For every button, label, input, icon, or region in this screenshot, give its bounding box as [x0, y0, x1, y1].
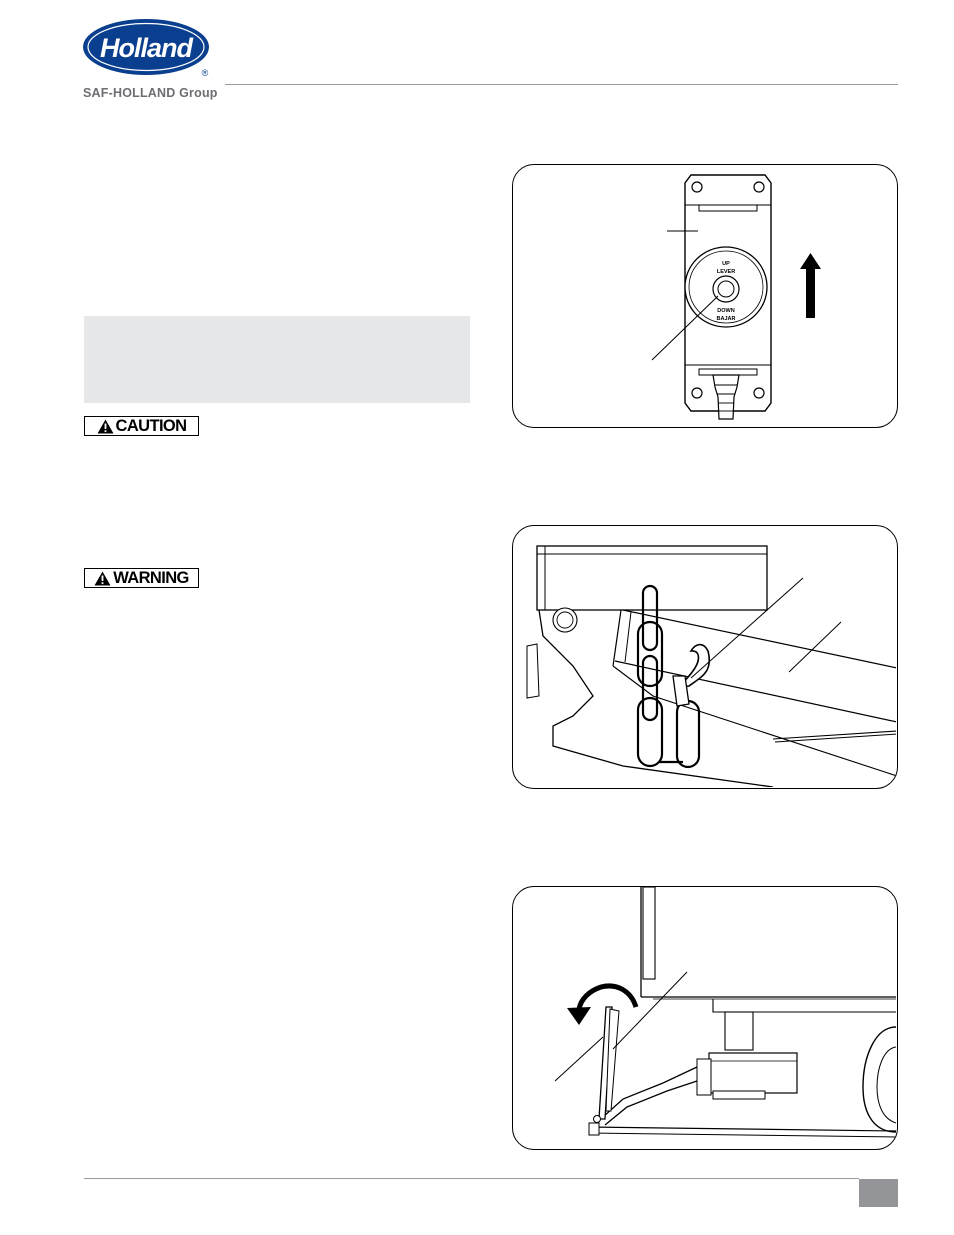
registered-mark: ®	[201, 68, 209, 78]
holland-logo	[82, 16, 214, 80]
caution-label: CAUTION	[115, 416, 187, 435]
valve-lever-label: LEVER	[716, 269, 736, 275]
arrow-up-icon	[800, 253, 821, 318]
warning-sign	[84, 568, 199, 588]
valve-up-label: UP	[722, 261, 730, 267]
group-label: SAF-HOLLAND Group	[83, 86, 218, 100]
header-rule	[225, 84, 898, 85]
warning-triangle-icon	[97, 419, 114, 434]
page-number-box	[859, 1179, 898, 1207]
figure-lever-rotation	[512, 886, 898, 1150]
caution-sign	[84, 416, 199, 436]
footer-rule	[84, 1178, 859, 1179]
warning-label: WARNING	[113, 568, 189, 587]
figure-safety-chain	[512, 525, 898, 789]
rotation-arrow-icon	[567, 1007, 591, 1025]
warning-triangle-icon	[94, 571, 111, 586]
logo-wordmark: Holland	[100, 33, 192, 63]
note-box	[84, 316, 470, 403]
figure-control-valve	[512, 164, 898, 428]
valve-down-label: DOWN	[717, 308, 735, 314]
valve-bajar-label: BAJAR	[716, 316, 736, 322]
